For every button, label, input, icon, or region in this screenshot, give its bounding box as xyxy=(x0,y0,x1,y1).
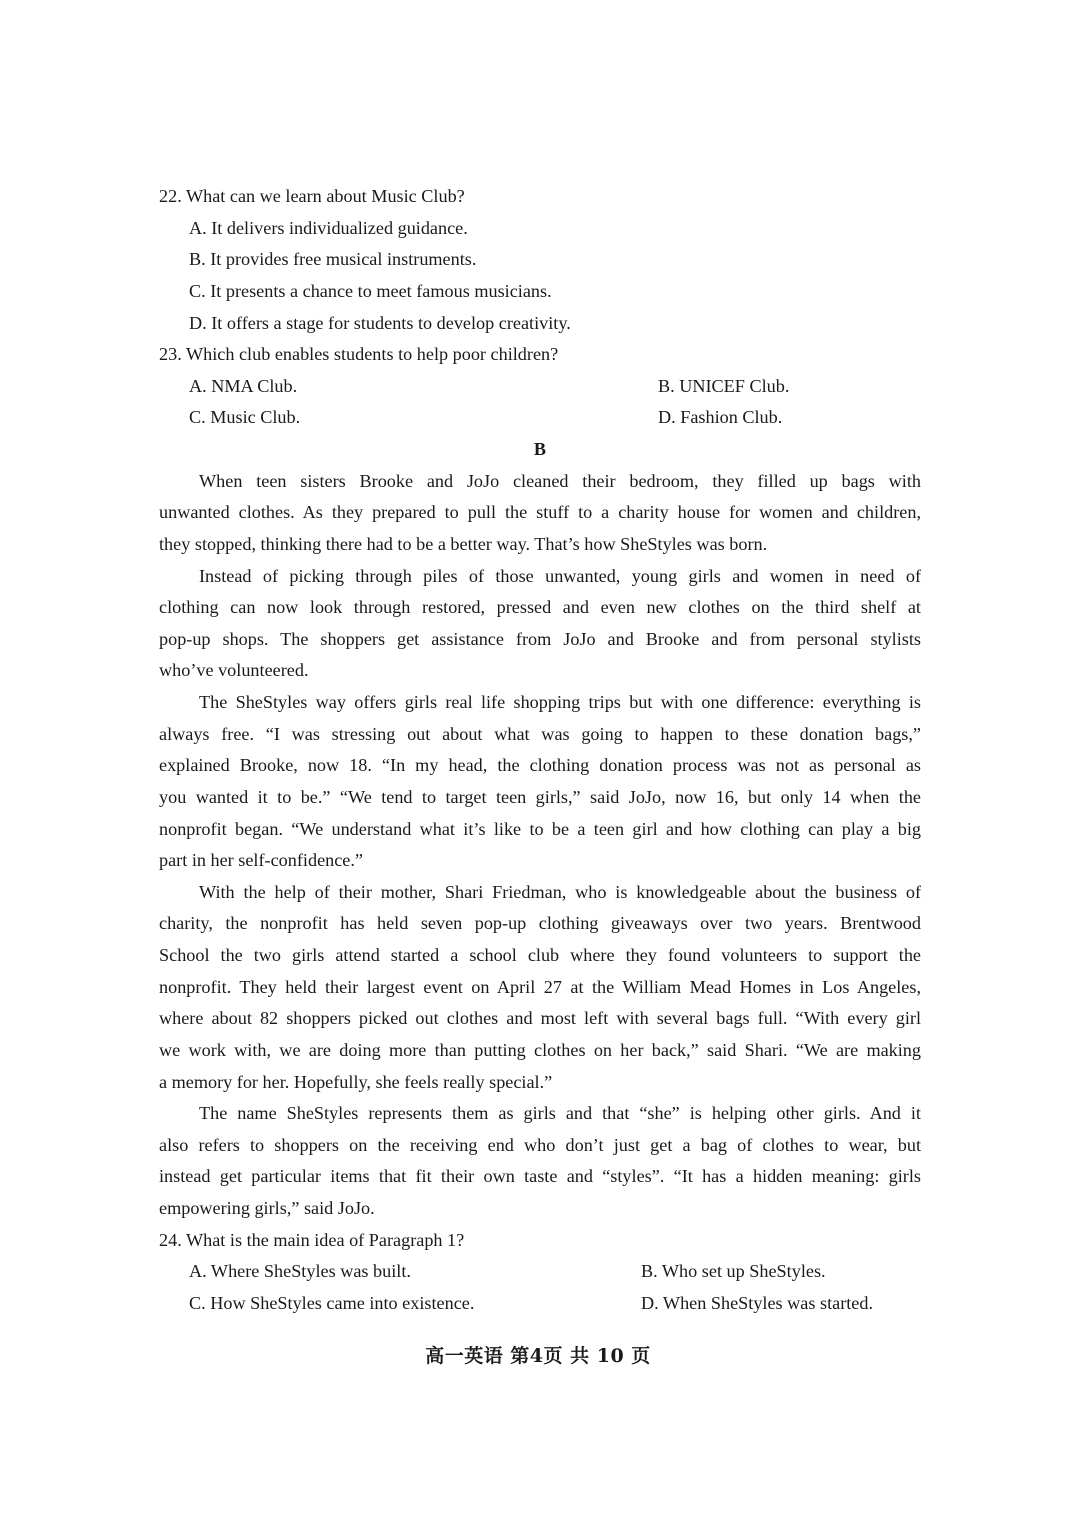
paragraph-line: empowering girls,” said JoJo. xyxy=(159,1198,375,1218)
paragraph-line: always free. “I was stressing out about what was going to happen to these donation bags,” xyxy=(159,723,921,744)
question-23-stem: 23. Which club enables students to help poor children? xyxy=(159,344,559,365)
paragraph-line: pop-up shops. The shoppers get assistance from JoJo and Brooke and from personal stylists xyxy=(159,628,921,649)
question-23-option-b: B. UNICEF Club. xyxy=(658,375,790,396)
question-23-option-a: A. NMA Club. xyxy=(189,375,298,396)
paragraph-line: Instead of picking through piles of those unwanted, young girls and women in need of xyxy=(199,565,921,586)
exam-page xyxy=(159,181,921,1320)
paragraph-line: you wanted it to be.” “We tend to target teen girls,” said JoJo, now 16, but only 14 when the xyxy=(159,786,921,807)
paragraph-line: charity, the nonprofit has held seven pop-up clothing giveaways over two years. Brentwood xyxy=(159,913,921,934)
paragraph-line: a memory for her. Hopefully, she feels really special.” xyxy=(159,1071,553,1092)
question-23-options-row-1 xyxy=(159,371,921,403)
paragraph-line: nonprofit. They held their largest event on April 27 at the William Mead Homes in Los Angeles, xyxy=(159,976,921,997)
question-23-option-c: C. Music Club. xyxy=(189,407,301,428)
question-24-options-row-1 xyxy=(159,1256,921,1288)
question-24-option-c: C. How SheStyles came into existence. xyxy=(189,1292,475,1313)
question-22-option-b: B. It provides free musical instruments. xyxy=(189,249,477,270)
question-24-options-row-2 xyxy=(159,1288,921,1320)
paragraph-line: where about 82 shoppers picked out clothes and most left with several bags full. “With every girl xyxy=(159,1008,921,1029)
passage-b xyxy=(159,466,921,1225)
paragraph xyxy=(159,561,921,688)
page-footer: 高一英语 第4页 共 10 页 xyxy=(425,1345,651,1367)
question-23-options-row-2 xyxy=(159,402,921,434)
question-22-option-a: A. It delivers individualized guidance. xyxy=(189,217,468,238)
paragraph xyxy=(159,466,921,561)
question-22-option-c: C. It presents a chance to meet famous musicians. xyxy=(189,280,552,301)
paragraph-line: they stopped, thinking there had to be a better way. That’s how SheStyles was born. xyxy=(159,533,768,554)
paragraph-line: who’ve volunteered. xyxy=(159,660,309,681)
paragraph xyxy=(159,1098,921,1225)
paragraph-line: unwanted clothes. As they prepared to pull the stuff to a charity house for women and children, xyxy=(159,502,921,523)
question-24-option-a: A. Where SheStyles was built. xyxy=(189,1261,411,1282)
paragraph-line: nonprofit began. “We understand what it’s like to be a teen girl and how clothing can play a big xyxy=(159,818,921,839)
paragraph-line: part in her self-confidence.” xyxy=(159,850,363,871)
paragraph-line: When teen sisters Brooke and JoJo cleaned their bedroom, they filled up bags with xyxy=(199,470,921,491)
paragraph xyxy=(159,877,921,1098)
paragraph xyxy=(159,687,921,877)
question-23-option-d: D. Fashion Club. xyxy=(658,407,783,428)
section-b-heading: B xyxy=(533,439,547,459)
question-24-option-b: B. Who set up SheStyles. xyxy=(641,1261,826,1282)
paragraph-line: clothing can now look through restored, pressed and even new clothes on the third shelf at xyxy=(159,597,921,618)
question-24-stem: 24. What is the main idea of Paragraph 1? xyxy=(159,1229,465,1250)
question-22-option-d: D. It offers a stage for students to develop creativity. xyxy=(189,312,571,333)
paragraph-line: With the help of their mother, Shari Friedman, who is knowledgeable about the business of xyxy=(199,881,921,902)
paragraph-line: we work with, we are doing more than putting clothes on her back,” said Shari. “We are making xyxy=(159,1039,921,1060)
question-24-option-d: D. When SheStyles was started. xyxy=(641,1292,874,1313)
question-22-stem: 22. What can we learn about Music Club? xyxy=(159,186,465,206)
paragraph-line: also refers to shoppers on the receiving end who don’t just get a bag of clothes to wear, but xyxy=(159,1134,921,1155)
paragraph-line: The SheStyles way offers girls real life shopping trips but with one difference: everything is xyxy=(199,692,921,712)
paragraph-line: explained Brooke, now 18. “In my head, the clothing donation process was not as personal as xyxy=(159,755,921,776)
paragraph-line: The name SheStyles represents them as girls and that “she” is helping other girls. And it xyxy=(199,1103,921,1124)
paragraph-line: School the two girls attend started a school club where they found volunteers to support the xyxy=(159,945,921,965)
paragraph-line: instead get particular items that fit their own taste and “styles”. “It has a hidden meaning: girls xyxy=(159,1166,921,1187)
